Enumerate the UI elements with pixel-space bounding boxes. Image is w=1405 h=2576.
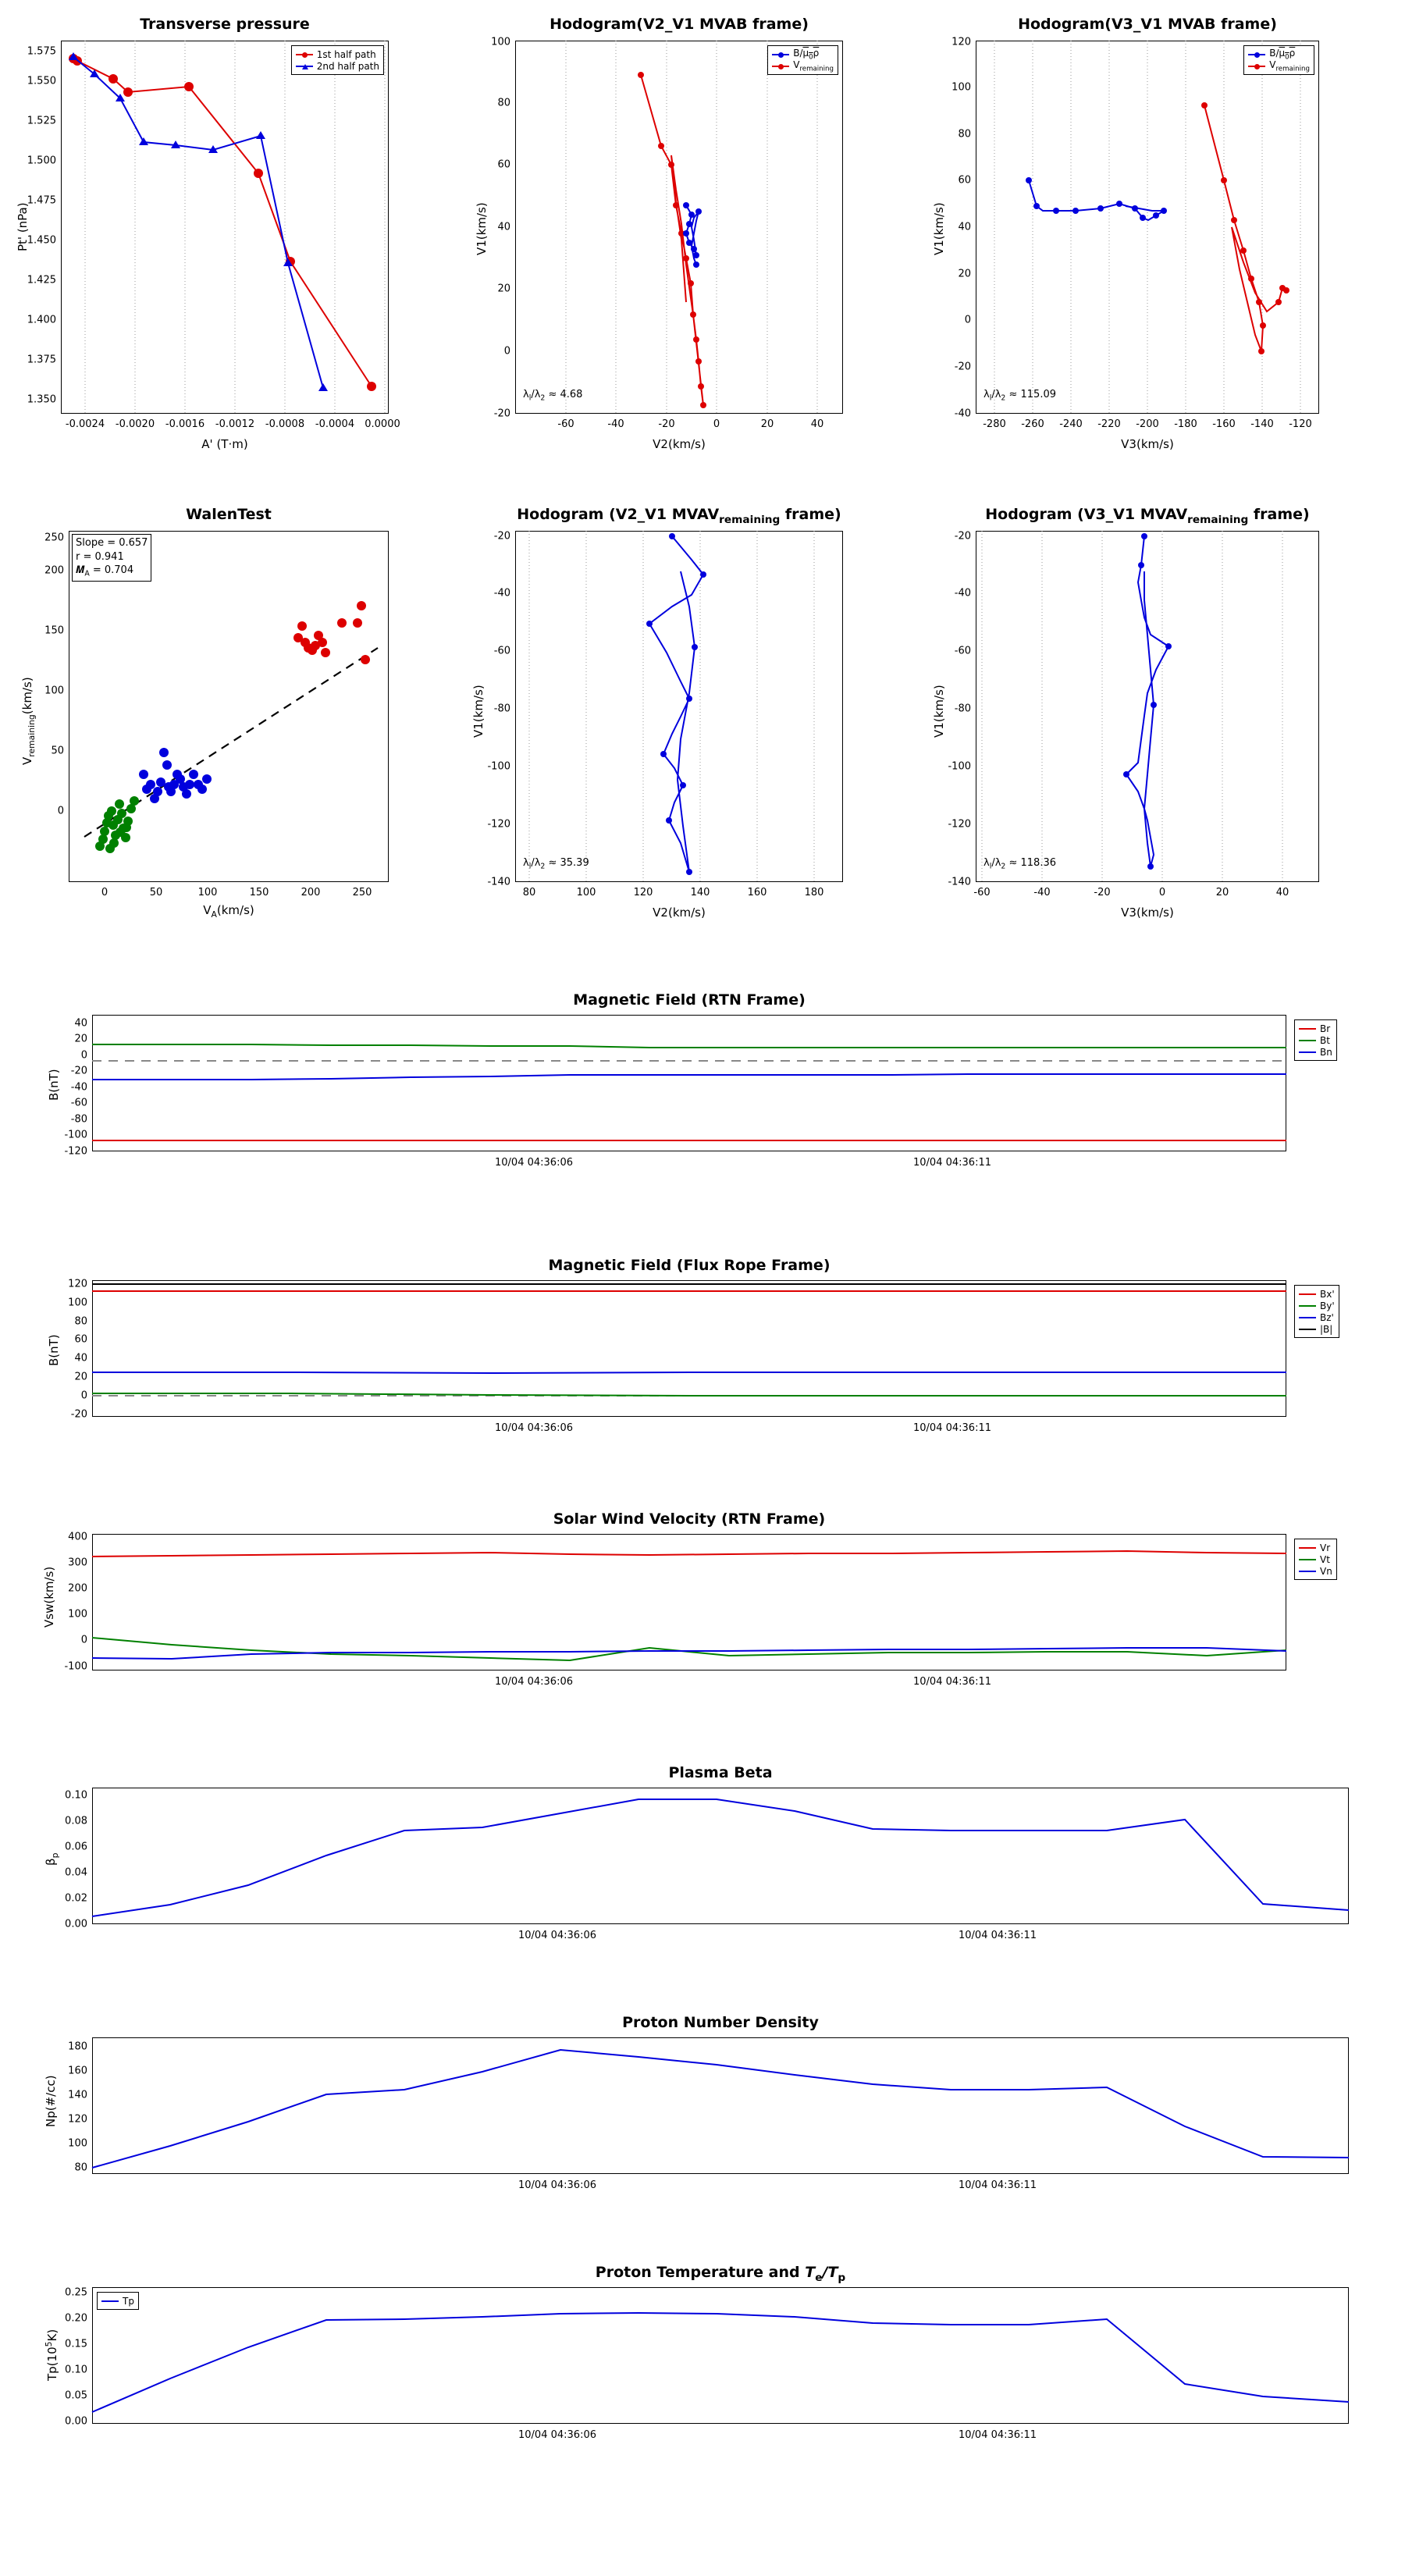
x-tick: -0.0016 (165, 418, 205, 430)
x-tick: -40 (1033, 887, 1051, 898)
y-tick: -80 (70, 1113, 87, 1126)
x-tick: -220 (1097, 418, 1121, 430)
panel-title: Hodogram(V3_V1 MVAB frame) (1018, 16, 1277, 33)
y-tick: 0.00 (65, 1918, 87, 1930)
y-tick: 140 (68, 2089, 87, 2101)
y-tick: 0.08 (65, 1815, 87, 1827)
x-tick: -0.0020 (115, 418, 155, 430)
x-tick: -0.0004 (315, 418, 355, 430)
title-italic-tp: /T (822, 2264, 838, 2281)
legend-line-red (772, 66, 789, 67)
y-tick: 1.475 (27, 194, 56, 207)
y-tick: -100 (487, 760, 510, 773)
x-tick: 100 (576, 887, 596, 898)
legend-marker-triangle (302, 64, 308, 69)
x-axis-label: $V_A(km/s)$ (203, 903, 254, 920)
legend (97, 2292, 139, 2310)
title-italic-te: T (805, 2264, 816, 2281)
y-tick: -20 (493, 407, 510, 420)
x-tick: 250 (352, 887, 372, 898)
legend-label-v: $V_{remaining}$ (793, 59, 834, 73)
legend-marker-circle (1254, 64, 1260, 69)
x-tick: 200 (301, 887, 321, 898)
legend-row (1299, 1288, 1335, 1300)
legend-line-by (1299, 1305, 1316, 1307)
legend-label: Bz' (1320, 1311, 1334, 1323)
legend-line-bx (1299, 1293, 1316, 1295)
y-tick: -20 (70, 1065, 87, 1077)
plot-area (92, 1788, 1349, 1924)
y-tick: 0.10 (65, 1789, 87, 1802)
legend-label: Bx' (1320, 1288, 1335, 1300)
y-tick: 20 (497, 283, 510, 295)
legend-label-b: B/µ$_0$ρ (793, 47, 820, 62)
y-tick: 160 (68, 2065, 87, 2077)
plot-area (92, 1280, 1286, 1417)
x-tick-time: 10/04 04:36:06 (518, 2179, 596, 2191)
legend-label: |B| (1320, 1323, 1333, 1335)
panel-proton-number-density (44, 2014, 1349, 2191)
x-axis-label: A' (T·m) (201, 437, 248, 451)
x-tick: 0 (713, 418, 720, 430)
legend-line-bz (1299, 1317, 1316, 1318)
y-tick: 0 (80, 1389, 87, 1402)
legend-label: Tp (123, 2295, 134, 2307)
legend-line-blue (772, 54, 789, 55)
y-tick: 60 (958, 174, 971, 187)
legend-label: Bn (1320, 1046, 1332, 1058)
series-2nd-half-path (73, 57, 323, 388)
y-tick: 80 (497, 97, 510, 109)
x-tick-time: 10/04 04:36:11 (959, 2429, 1037, 2441)
y-tick: 20 (74, 1033, 87, 1045)
series-tp (92, 2313, 1349, 2412)
legend-label: Vn (1320, 1565, 1332, 1577)
panel-title: WalenTest (186, 506, 272, 523)
panel-title: Proton Temperature and $T_e/T_p$ (595, 2264, 846, 2284)
x-axis-label: V3(km/s) (1121, 906, 1174, 920)
y-tick: -100 (948, 760, 971, 773)
x-tick: 40 (810, 418, 824, 430)
series-bt (92, 1044, 1286, 1048)
series-vt (92, 1638, 1286, 1660)
series-np (92, 2050, 1349, 2168)
y-tick: -40 (493, 587, 510, 600)
y-tick: 1.425 (27, 274, 56, 286)
legend-marker-circle (302, 52, 308, 58)
x-tick: -280 (983, 418, 1006, 430)
y-tick: -20 (493, 530, 510, 543)
legend-label: 1st half path (316, 48, 376, 60)
plot-area (92, 2287, 1349, 2424)
panel-plasma-beta (44, 1764, 1349, 1941)
y-axis-label: $V_{remaining}(km/s)$ (20, 677, 37, 765)
y-tick: 40 (74, 1017, 87, 1030)
series-vn (92, 1648, 1286, 1659)
panel-hodogram-v2v1-mvab (475, 16, 843, 451)
y-axis-label: $Tp(10^5K)$ (44, 2329, 59, 2381)
y-tick: 250 (44, 532, 64, 544)
walen-stats-box (72, 534, 151, 582)
x-tick: -0.0024 (65, 418, 105, 430)
legend-marker-circle (778, 52, 784, 58)
x-tick: -40 (607, 418, 624, 430)
legend-line-blue (1248, 54, 1265, 55)
x-axis-label: V3(km/s) (1121, 437, 1174, 451)
y-tick: -140 (487, 876, 510, 888)
x-tick-time: 10/04 04:36:11 (913, 1676, 991, 1688)
x-axis-label: V2(km/s) (653, 906, 706, 920)
x-tick-time: 10/04 04:36:06 (495, 1157, 573, 1169)
x-tick: 50 (149, 887, 163, 898)
plot-area (515, 41, 843, 414)
y-tick: 0.00 (65, 2415, 87, 2428)
y-tick: -120 (487, 818, 510, 831)
y-tick: 0 (964, 314, 971, 326)
y-tick: 1.500 (27, 155, 56, 167)
y-axis-label: Vsw(km/s) (42, 1566, 56, 1628)
legend-row (101, 2295, 134, 2307)
y-tick: 0 (80, 1049, 87, 1062)
eigenvalue-ratio-annotation: $\lambda_l/\lambda_2 \approx 118.36$ (984, 857, 1056, 871)
legend-label-v: $V_{remaining}$ (1269, 59, 1310, 73)
y-tick: -40 (954, 407, 971, 420)
y-tick: 1.400 (27, 314, 56, 326)
panel-hodogram-v2v1-mvav (471, 506, 843, 920)
x-tick: 0 (1158, 887, 1166, 898)
legend-line-tp (101, 2300, 119, 2302)
y-tick: 100 (68, 1608, 87, 1621)
legend-line-bn (1299, 1051, 1316, 1053)
legend-label: By' (1320, 1300, 1335, 1311)
series-1st-half-path (73, 59, 372, 386)
y-tick: -80 (954, 703, 971, 715)
x-tick: 150 (249, 887, 269, 898)
y-tick: -20 (954, 361, 971, 373)
x-tick-time: 10/04 04:36:06 (518, 2429, 596, 2441)
y-tick: 0.06 (65, 1841, 87, 1853)
panel-magnetic-field-fluxrope (47, 1257, 1335, 1434)
y-tick: 100 (68, 1297, 87, 1309)
legend-row (1299, 1553, 1332, 1565)
x-tick: -200 (1136, 418, 1159, 430)
x-tick: -120 (1289, 418, 1312, 430)
y-tick: 40 (497, 221, 510, 233)
legend-row (1299, 1300, 1335, 1311)
x-tick: 160 (747, 887, 767, 898)
y-axis-label: Np(#/cc) (44, 2075, 58, 2127)
legend-label: 2nd half path (316, 60, 379, 72)
y-tick: 1.550 (27, 75, 56, 87)
walen-ma: 𝑴$_A$ = 0.704 (76, 564, 134, 578)
legend-line-blue (296, 66, 313, 67)
y-tick: 80 (958, 128, 971, 141)
series-group-red (293, 601, 370, 664)
legend (1294, 1539, 1337, 1580)
panel-title: Magnetic Field (RTN Frame) (573, 991, 806, 1009)
x-tick: -20 (1094, 887, 1111, 898)
y-tick: 120 (951, 36, 971, 48)
x-tick: 80 (522, 887, 536, 898)
panel-title: Magnetic Field (Flux Rope Frame) (548, 1257, 831, 1274)
x-tick-time: 10/04 04:36:06 (495, 1676, 573, 1688)
series-vr (92, 1551, 1286, 1557)
y-tick: 200 (44, 564, 64, 577)
series-hodogram-blue (1126, 536, 1168, 866)
x-tick: -160 (1212, 418, 1236, 430)
y-tick: 0.10 (65, 2364, 87, 2376)
series-bn (92, 1074, 1286, 1080)
plot-area (92, 1534, 1286, 1670)
y-tick: 0.25 (65, 2286, 87, 2299)
plot-area (92, 2037, 1349, 2174)
legend-marker-circle (1254, 52, 1260, 58)
y-tick: -80 (493, 703, 510, 715)
plot-area (515, 531, 843, 882)
plot-area (976, 531, 1319, 882)
y-tick: 1.450 (27, 234, 56, 247)
y-tick: 60 (497, 158, 510, 171)
y-tick: 120 (68, 1278, 87, 1290)
legend-label: Vr (1320, 1542, 1331, 1553)
x-tick: 40 (1275, 887, 1289, 898)
legend-row (296, 60, 379, 72)
y-tick: 1.375 (27, 354, 56, 366)
legend-row (1299, 1565, 1332, 1577)
y-tick: 0.15 (65, 2338, 87, 2350)
y-tick: 0 (57, 805, 64, 817)
legend-row (772, 60, 834, 72)
panel-hodogram-v3v1-mvab (932, 16, 1319, 451)
x-tick: -60 (557, 418, 574, 430)
y-tick: -120 (948, 818, 971, 831)
panel-title: Proton Number Density (622, 2014, 819, 2031)
legend-label-b: B/µ$_0$ρ (1269, 47, 1296, 62)
panel-title: Solar Wind Velocity (RTN Frame) (553, 1510, 826, 1528)
y-tick: 40 (74, 1352, 87, 1364)
y-tick: 0.04 (65, 1866, 87, 1879)
legend-line-br (1299, 1028, 1316, 1030)
y-tick: 200 (68, 1582, 87, 1595)
legend (1294, 1019, 1337, 1061)
y-tick: 0.05 (65, 2389, 87, 2402)
plot-area (61, 41, 389, 414)
y-tick: -20 (954, 530, 971, 543)
legend-row (1299, 1311, 1335, 1323)
y-tick: 180 (68, 2041, 87, 2053)
y-axis-label: B(nT) (47, 1334, 61, 1366)
legend-row (1299, 1034, 1332, 1046)
x-tick-time: 10/04 04:36:06 (495, 1422, 573, 1434)
x-tick: 0 (101, 887, 108, 898)
legend-line-vt (1299, 1559, 1316, 1560)
legend-row (1248, 48, 1310, 60)
series-bzp (92, 1372, 1286, 1373)
eigenvalue-ratio-annotation: $\lambda_l/\lambda_2 \approx 35.39$ (523, 857, 589, 871)
series-byp (92, 1393, 1286, 1396)
y-axis-label: $\beta_p$ (44, 1852, 60, 1866)
y-tick: 60 (74, 1333, 87, 1346)
series-b-alfven (1029, 180, 1164, 220)
y-tick: 1.575 (27, 45, 56, 58)
x-tick-time: 10/04 04:36:11 (913, 1422, 991, 1434)
y-tick: 20 (74, 1371, 87, 1383)
y-axis-label: Pt' (nPa) (16, 202, 30, 251)
panel-hodogram-v3v1-mvav (932, 506, 1319, 920)
x-tick: -240 (1059, 418, 1083, 430)
series-hodogram-blue (649, 536, 703, 872)
eigenvalue-ratio-annotation: $\lambda_l/\lambda_2 \approx 4.68$ (523, 389, 583, 403)
y-tick: 100 (68, 2137, 87, 2150)
legend-label: Br (1320, 1023, 1331, 1034)
x-axis-label: V2(km/s) (653, 437, 706, 451)
series-v-remaining (1204, 105, 1286, 351)
plot-area (92, 1015, 1286, 1151)
panel-solar-wind-velocity (42, 1510, 1332, 1688)
legend-row (1299, 1023, 1332, 1034)
x-tick: -60 (973, 887, 991, 898)
series-plasma-beta (92, 1799, 1349, 1916)
y-tick: 150 (44, 624, 64, 637)
walen-slope: Slope = 0.657 (76, 537, 148, 549)
legend (1243, 45, 1314, 75)
y-tick: 20 (958, 268, 971, 280)
y-axis-label: V1(km/s) (932, 202, 946, 255)
x-tick: 100 (197, 887, 218, 898)
y-tick: 120 (68, 2113, 87, 2126)
panel-title: Plasma Beta (668, 1764, 773, 1781)
x-tick: -180 (1174, 418, 1197, 430)
x-tick: 20 (760, 418, 774, 430)
x-tick-time: 10/04 04:36:11 (913, 1157, 991, 1169)
panel-title: Hodogram (V3_V1 $MVAV_{remaining}$ frame) (985, 506, 1310, 526)
legend-line-vr (1299, 1547, 1316, 1549)
legend-row (1248, 60, 1310, 72)
y-tick: -20 (70, 1408, 87, 1421)
panel-title: Hodogram (V2_V1 $MVAV_{remaining}$ frame) (517, 506, 841, 526)
x-tick: -140 (1250, 418, 1274, 430)
legend-row (1299, 1046, 1332, 1058)
y-tick: 0 (503, 345, 510, 358)
y-axis-label: V1(km/s) (471, 685, 486, 738)
y-tick: 80 (74, 2161, 87, 2174)
x-tick: -260 (1021, 418, 1044, 430)
y-tick: 40 (958, 221, 971, 233)
x-tick-time: 10/04 04:36:06 (518, 1930, 596, 1941)
legend (1294, 1285, 1339, 1338)
x-tick: 20 (1215, 887, 1229, 898)
x-tick: 0.0000 (365, 418, 400, 430)
eigenvalue-ratio-annotation: $\lambda_l/\lambda_2 \approx 115.09$ (984, 389, 1056, 403)
walen-r: r = 0.941 (76, 550, 124, 563)
legend (291, 45, 384, 75)
legend-row (772, 48, 834, 60)
legend-label: Bt (1320, 1034, 1330, 1046)
y-tick: -60 (493, 645, 510, 657)
panel-transverse-pressure (16, 16, 400, 451)
legend-line-vn (1299, 1571, 1316, 1572)
panel-proton-temperature (44, 2264, 1349, 2441)
y-axis-label: V1(km/s) (932, 685, 946, 738)
legend-row (1299, 1323, 1335, 1335)
panel-title: Transverse pressure (140, 16, 310, 33)
y-tick: -120 (64, 1145, 87, 1158)
legend-row (1299, 1542, 1332, 1553)
y-tick: 1.350 (27, 393, 56, 406)
legend-label: Vt (1320, 1553, 1330, 1565)
y-tick: 100 (951, 81, 971, 94)
x-tick: -20 (658, 418, 675, 430)
y-tick: 0 (80, 1634, 87, 1646)
y-tick: -100 (64, 1660, 87, 1673)
legend-marker-circle (778, 64, 784, 69)
y-tick: 80 (74, 1315, 87, 1328)
x-tick: -0.0012 (215, 418, 255, 430)
y-tick: -40 (954, 587, 971, 600)
x-tick: -0.0008 (265, 418, 305, 430)
y-tick: -100 (64, 1129, 87, 1141)
y-tick: -40 (70, 1081, 87, 1094)
plot-area (976, 41, 1319, 414)
y-axis-label: V1(km/s) (475, 202, 489, 255)
legend-row (296, 48, 379, 60)
y-tick: -60 (954, 645, 971, 657)
panel-magnetic-field-rtn (47, 991, 1332, 1169)
legend-line-bt (1299, 1040, 1316, 1041)
y-tick: 400 (68, 1531, 87, 1543)
legend-line-red (1248, 66, 1265, 67)
panel-title: Hodogram(V2_V1 MVAB frame) (550, 16, 809, 33)
x-tick: 120 (633, 887, 653, 898)
legend (767, 45, 838, 75)
x-tick-time: 10/04 04:36:11 (959, 2179, 1037, 2191)
y-tick: 50 (51, 745, 64, 757)
y-tick: 100 (491, 36, 510, 48)
y-tick: 100 (44, 685, 64, 697)
legend-line-bmag (1299, 1329, 1316, 1330)
legend-line-red (296, 54, 313, 55)
y-tick: 0.02 (65, 1892, 87, 1905)
y-tick: -60 (70, 1097, 87, 1109)
y-axis-label: B(nT) (47, 1069, 61, 1101)
x-tick-time: 10/04 04:36:11 (959, 1930, 1037, 1941)
y-tick: 0.20 (65, 2312, 87, 2325)
y-tick: 1.525 (27, 115, 56, 127)
y-tick: 300 (68, 1557, 87, 1569)
panel-walen-test (20, 506, 389, 920)
y-tick: -140 (948, 876, 971, 888)
plot-area (69, 531, 389, 882)
x-tick: 140 (690, 887, 710, 898)
x-tick: 180 (804, 887, 824, 898)
